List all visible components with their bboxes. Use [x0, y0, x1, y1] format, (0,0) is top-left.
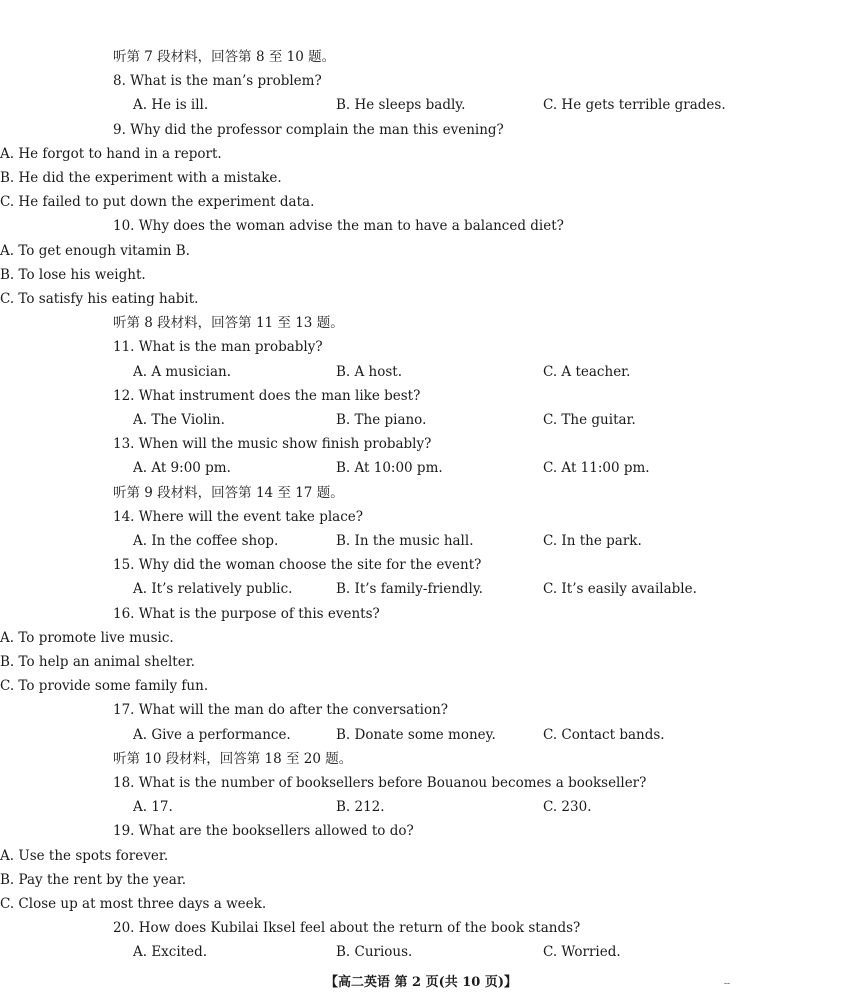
question-stem: 9. Why did the professor complain the man this evening? [113, 121, 504, 138]
option-b-q-line-20: B. In the music hall. [336, 533, 474, 549]
option-line: B. Pay the rent by the year. [0, 871, 187, 888]
option-b-q-line-37: B. Curious. [336, 944, 413, 961]
option-line: B. He did the experiment with a mistake. [0, 170, 282, 186]
option-c-q-line-2: C. He gets terrible grades. [543, 97, 726, 114]
option-b-q-line-17: B. At 10:00 pm. [336, 460, 443, 477]
question-stem: 15. Why did the woman choose the site for the event? [113, 557, 482, 574]
option-line: B. To help an animal shelter. [0, 654, 195, 670]
option-b-q-line-22: B. It’s family-friendly. [336, 581, 483, 598]
option-line: C. He failed to put down the experiment data. [0, 194, 315, 211]
option-line: A. To get enough vitamin B. [0, 242, 190, 259]
option-line: B. To lose his weight. [0, 266, 146, 283]
question-stem: 12. What instrument does the man like best? [113, 387, 421, 404]
question-stem: 10. Why does the woman advise the man to have a balanced diet? [113, 218, 564, 235]
option-a-q-line-37: A. Excited. [133, 944, 208, 961]
question-stem: 18. What is the number of booksellers before Bouanou becomes a bookseller? [113, 775, 647, 791]
option-c-q-line-17: C. At 11:00 pm. [543, 460, 650, 477]
option-line: C. To provide some family fun. [0, 678, 209, 695]
question-stem: 13. When will the music show finish probably? [113, 436, 432, 453]
question-stem: 19. What are the booksellers allowed to do? [113, 823, 414, 840]
option-c-q-line-28: C. Contact bands. [543, 726, 665, 743]
option-b-q-line-28: B. Donate some money. [336, 726, 496, 743]
option-c-q-line-20: C. In the park. [543, 533, 642, 549]
question-stem: 8. What is the man’s problem? [113, 73, 322, 90]
question-stem: 17. What will the man do after the conversation? [113, 702, 449, 719]
option-c-q-line-31: C. 230. [543, 799, 592, 816]
question-stem: 14. Where will the event take place? [113, 508, 364, 525]
option-b-q-line-2: B. He sleeps badly. [336, 97, 466, 114]
section-heading: 听第 7 段材料，回答第 8 至 10 题。 [113, 49, 336, 65]
option-line: A. To promote live music. [0, 629, 174, 646]
option-a-q-line-2: A. He is ill. [133, 97, 209, 114]
section-heading: 听第 10 段材料，回答第 18 至 20 题。 [113, 750, 353, 767]
option-c-q-line-22: C. It’s easily available. [543, 581, 697, 598]
option-a-q-line-31: A. 17. [133, 799, 173, 816]
option-c-q-line-37: C. Worried. [543, 944, 621, 961]
option-b-q-line-31: B. 212. [336, 799, 385, 816]
option-a-q-line-13: A. A musician. [133, 363, 232, 380]
question-stem: 16. What is the purpose of this events? [113, 605, 380, 622]
section-heading: 听第 8 段材料，回答第 11 至 13 题。 [113, 315, 344, 332]
question-stem: 11. What is the man probably? [113, 339, 323, 356]
option-b-q-line-13: B. A host. [336, 363, 403, 380]
option-c-q-line-15: C. The guitar. [543, 412, 636, 428]
option-c-q-line-13: C. A teacher. [543, 363, 631, 380]
section-heading: 听第 9 段材料，回答第 14 至 17 题。 [113, 484, 344, 501]
option-a-q-line-15: A. The Violin. [133, 412, 225, 428]
option-line: C. Close up at most three days a week. [0, 896, 267, 912]
option-a-q-line-22: A. It’s relatively public. [133, 581, 293, 598]
option-b-q-line-15: B. The piano. [336, 412, 427, 428]
option-line: A. Use the spots forever. [0, 847, 169, 864]
option-line: C. To satisfy his eating habit. [0, 291, 199, 307]
option-line: A. He forgot to hand in a report. [0, 145, 222, 162]
question-stem: 20. How does Kubilai Iksel feel about the return of the book stands? [113, 920, 581, 937]
option-a-q-line-20: A. In the coffee shop. [133, 533, 279, 549]
page-footer: 【高二英语 第 2 页(共 10 页)】 [324, 975, 518, 990]
corner-mark: -- [724, 979, 731, 989]
option-a-q-line-17: A. At 9:00 pm. [133, 460, 231, 477]
option-a-q-line-28: A. Give a performance. [133, 726, 291, 743]
